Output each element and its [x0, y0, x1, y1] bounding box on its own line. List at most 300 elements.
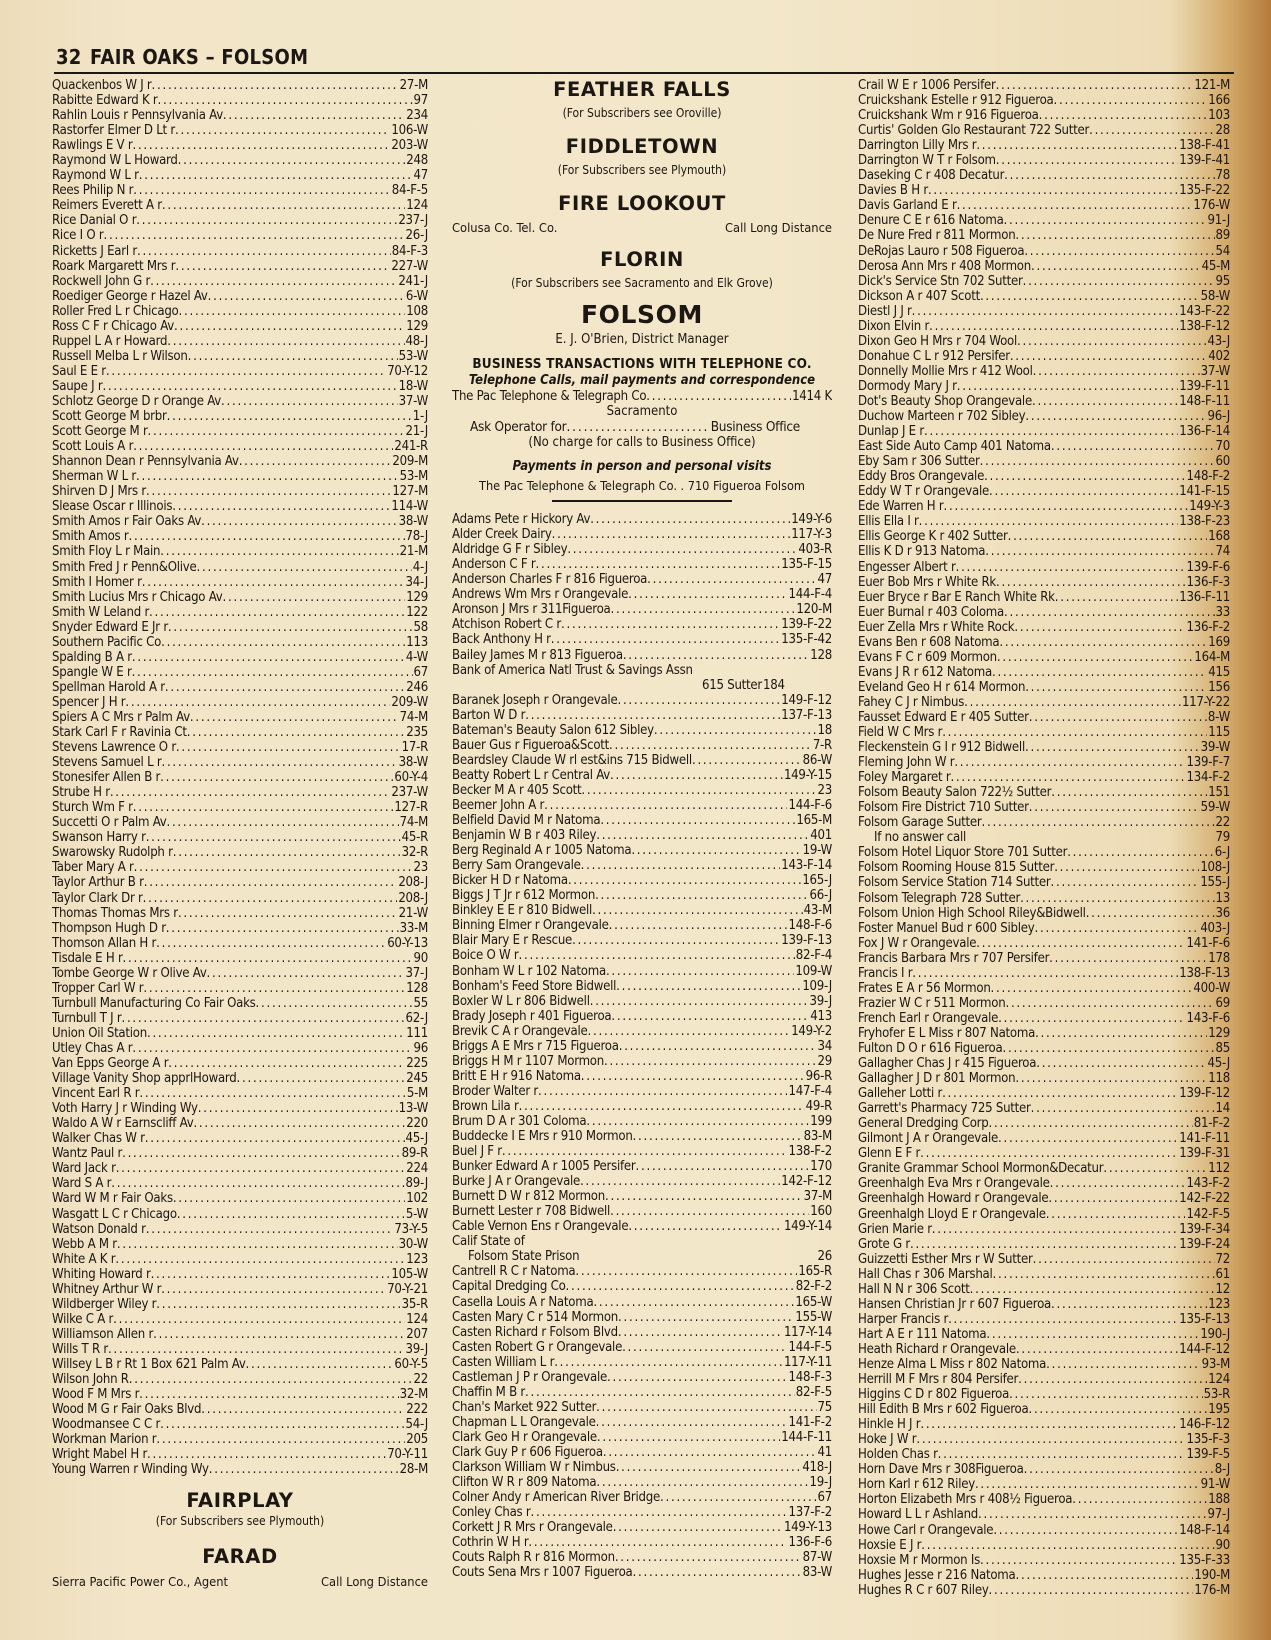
listing-entry: [452, 1445, 832, 1460]
listing-entry: [858, 364, 1230, 379]
listing-entry: [52, 560, 428, 575]
listing-entry: [52, 1252, 428, 1267]
listing-entry: [858, 228, 1230, 243]
listing-phone: 203-W: [391, 138, 428, 154]
listing-name: Gilmont J A r Orangevale: [858, 1131, 999, 1147]
listing-phone: 74-M: [399, 709, 428, 725]
listing-entry: [52, 680, 428, 695]
fire-lookout-call-note: Call Long Distance: [725, 221, 832, 236]
listing-entry: [52, 244, 428, 259]
listing-entry: [452, 602, 832, 617]
listing-name: Broder Walter r: [452, 1083, 538, 1099]
dot-leader: [147, 1447, 386, 1462]
listing-entry: [858, 274, 1230, 289]
dot-leader: [116, 1161, 406, 1176]
dot-leader: [993, 1267, 1215, 1282]
farad-agent: Sierra Pacific Power Co., Agent: [52, 1575, 229, 1591]
dot-leader: [197, 560, 412, 575]
listing-phone: 74-M: [399, 815, 428, 831]
dot-leader: [129, 1372, 413, 1387]
listing-phone: 87-W: [802, 1550, 832, 1566]
listing-name: Ellis Ella I r: [858, 514, 919, 530]
listing-entry: [858, 1553, 1230, 1568]
listing-phone: 28-M: [399, 1462, 428, 1478]
listing-phone: 43-J: [1207, 333, 1230, 349]
dot-leader: [1015, 1071, 1207, 1086]
listing-entry: [52, 695, 428, 710]
listing-name: Boice O W r: [452, 948, 519, 964]
listing-phone: 39-J: [809, 993, 832, 1009]
listing-phone: 235: [406, 725, 428, 741]
listing-entry: [858, 996, 1230, 1011]
listing-phone: 33-M: [399, 920, 428, 936]
listing-name: Thomson Allan H r: [52, 935, 157, 951]
listing-phone: 85: [1215, 1041, 1230, 1056]
dot-leader: [942, 1086, 1178, 1101]
listing-phone: 84-F-3: [391, 243, 428, 259]
listing-entry: [452, 1054, 832, 1069]
listing-phone: 112: [1208, 1161, 1230, 1177]
dot-leader: [173, 1191, 405, 1206]
listing-phone: 111: [406, 1025, 428, 1041]
listing-name: Williamson Allen r: [52, 1326, 154, 1342]
listing-entry: [52, 454, 428, 469]
listing-name: Brady Joseph r 401 Figueroa: [452, 1008, 612, 1024]
listing-phone: 21-M: [399, 544, 428, 560]
listing-entry: [52, 108, 428, 123]
dot-leader: [1034, 921, 1199, 936]
dot-leader: [1051, 439, 1215, 454]
listing-name: Hart A E r 111 Natoma: [858, 1326, 987, 1342]
dot-leader: [970, 1282, 1215, 1297]
listing-entry: [452, 617, 832, 632]
listing-phone: 82-F-2: [795, 1279, 832, 1295]
listing-entry: [452, 1249, 832, 1264]
dot-leader: [1031, 1101, 1215, 1116]
listing-name: Hughes R C r 607 Riley: [858, 1582, 989, 1598]
dot-leader: [173, 845, 401, 860]
dot-leader: [531, 1505, 788, 1520]
listing-phone: 75: [817, 1399, 832, 1415]
dot-leader: [554, 1355, 783, 1370]
listing-phone: 22: [413, 1372, 428, 1388]
dot-leader: [975, 1477, 1200, 1492]
listing-phone: 37-J: [405, 965, 428, 981]
listing-phone: 5-M: [406, 1086, 428, 1102]
listing-name: Smith Floy L r Main: [52, 544, 161, 560]
dot-leader: [996, 153, 1178, 168]
listing-name: Chaffin M B r: [452, 1384, 525, 1400]
listing-phone: 53-W: [398, 348, 428, 364]
listing-name: Webb A M r: [52, 1236, 117, 1252]
listing-entry: [858, 78, 1230, 93]
dot-leader: [561, 617, 780, 632]
dot-leader: [997, 650, 1193, 665]
listing-entry: [858, 1297, 1230, 1312]
dot-leader: [615, 1550, 802, 1565]
dot-leader: [964, 695, 1181, 710]
listing-phone: 120-M: [796, 602, 832, 618]
listing-phone: 195: [1208, 1402, 1230, 1418]
listing-phone: 118: [1208, 1071, 1230, 1087]
listing-entry: [452, 1340, 832, 1355]
listing-phone: 136-F-11: [1179, 589, 1230, 605]
dot-leader: [1054, 93, 1208, 108]
listing-name: Berg Reginald A r 1005 Natoma: [452, 843, 632, 859]
dot-leader: [617, 693, 780, 708]
listing-entry: [52, 1191, 428, 1206]
listing-phone: 138-F-23: [1179, 514, 1230, 530]
listing-phone: 403-J: [1200, 920, 1230, 936]
listing-phone: 35-R: [401, 1296, 428, 1312]
listing-entry: [52, 138, 428, 153]
dot-leader: [525, 708, 780, 723]
dot-leader: [122, 1146, 400, 1161]
dot-leader: [1051, 1297, 1207, 1312]
listing-phone: 121-M: [1194, 78, 1230, 93]
dot-leader: [246, 1357, 394, 1372]
listing-entry: [52, 996, 428, 1011]
listing-name: Thomas Thomas Mrs r: [52, 905, 178, 921]
listing-phone: 69: [1215, 995, 1230, 1011]
fairplay-note: (For Subscribers see Plymouth): [155, 1514, 325, 1529]
listing-phone: 413: [810, 1008, 832, 1024]
listing-entry: [858, 755, 1230, 770]
listing-phone: 59-W: [1200, 800, 1230, 816]
listing-entry: [452, 1310, 832, 1325]
listing-name: Brum D A r 301 Coloma: [452, 1113, 587, 1129]
page-number: 32: [56, 45, 82, 69]
listing-name: Vincent Earl R r: [52, 1086, 140, 1102]
listing-entry: [452, 1204, 832, 1219]
listing-name: Hughes Jesse r 216 Natoma: [858, 1567, 1016, 1583]
listing-phone: 32-R: [401, 845, 428, 861]
dot-leader: [168, 1056, 405, 1071]
dot-leader: [538, 1084, 787, 1099]
right-column: [858, 78, 1230, 1598]
listing-entry: [858, 289, 1230, 304]
dot-leader: [519, 948, 795, 963]
listing-entry: [452, 587, 832, 602]
listing-entry: [52, 891, 428, 906]
listing-entry: [858, 695, 1230, 710]
listing-name: Grote G r: [858, 1236, 910, 1252]
dot-leader: [190, 710, 399, 725]
listing-entry: [858, 439, 1230, 454]
listing-name: Berry Sam Orangevale: [452, 858, 581, 874]
listing-entry: [52, 1312, 428, 1327]
listing-phone: 138-F-41: [1179, 138, 1230, 154]
listing-phone: 89-J: [405, 1176, 428, 1192]
listing-phone: 128: [810, 647, 832, 663]
dot-leader: [1072, 1492, 1207, 1507]
listing-phone: 45-J: [405, 1131, 428, 1147]
listing-name: Darrington W T r Folsom: [858, 153, 996, 169]
fire-lookout-heading: FIRE LOOKOUT: [558, 192, 726, 215]
listing-phone: 19-J: [809, 1475, 832, 1491]
listing-entry: [452, 828, 832, 843]
dot-leader: [920, 1146, 1178, 1161]
listing-entry: [858, 1387, 1230, 1402]
listing-phone: 205: [406, 1432, 428, 1448]
listing-name: Taylor Arthur B r: [52, 875, 144, 891]
listing-entry: [52, 650, 428, 665]
listing-name: Hill Edith B Mrs r 602 Figueroa: [858, 1402, 1029, 1418]
listing-phone: 96: [413, 1041, 428, 1056]
listing-phone: 170: [810, 1159, 832, 1175]
listing-entry: [858, 936, 1230, 951]
listing-entry: [858, 1011, 1230, 1026]
listing-phone: 139-F-31: [1179, 1146, 1230, 1162]
listing-entry: [52, 93, 428, 108]
dot-leader: [150, 274, 397, 289]
listing-phone: 144-F-4: [788, 587, 832, 603]
listing-phone: 103: [1208, 108, 1230, 124]
listing-entry: [52, 1372, 428, 1387]
listing-entry: [452, 1565, 832, 1580]
listing-name: Diestl J J r: [858, 303, 912, 319]
listing-name: Harper Francis r: [858, 1311, 949, 1327]
dot-leader: [156, 1297, 400, 1312]
listing-name: Hall Chas r 306 Marshal: [858, 1266, 993, 1282]
listing-name: Bauer Gus r Figueroa&Scott: [452, 737, 610, 753]
listing-name: Bonham's Feed Store Bidwell: [452, 978, 617, 994]
listing-name: Ellis George K r 402 Sutter: [858, 529, 1008, 545]
dot-leader: [1020, 891, 1214, 906]
listing-phone: 19-W: [802, 843, 832, 859]
listing-phone: 139-F-12: [1179, 1086, 1230, 1102]
listing-entry: [452, 964, 832, 979]
dot-leader: [1035, 1026, 1207, 1041]
listing-name: Rice I O r: [52, 228, 104, 244]
listing-phone: 38-W: [398, 514, 428, 530]
listing-name: Davis Garland E r: [858, 198, 957, 214]
dot-leader: [223, 108, 405, 123]
listing-name: Briggs A E Mrs r 715 Figueroa: [452, 1038, 619, 1054]
listing-name: Saupe J r: [52, 378, 103, 394]
listing-entry: [452, 768, 832, 783]
listing-entry: [858, 981, 1230, 996]
listing-entry: [858, 1237, 1230, 1252]
listing-phone: 127-R: [394, 800, 428, 816]
listing-name: Baranek Joseph r Orangevale: [452, 692, 618, 708]
listing-entry: [858, 635, 1230, 650]
listing-name: Village Vanity Shop apprlHoward: [52, 1071, 237, 1087]
dot-leader: [133, 800, 394, 815]
listing-phone: 60-Y-13: [387, 935, 428, 951]
listing-phone: 160: [810, 1204, 832, 1220]
dot-leader: [942, 725, 1207, 740]
listing-entry: [858, 1267, 1230, 1282]
dot-leader: [161, 755, 397, 770]
listing-entry: [52, 499, 428, 514]
listing-entry: [52, 770, 428, 785]
listing-phone: 45-J: [1207, 1056, 1230, 1072]
listing-name: Ellis K D r 913 Natoma: [858, 544, 986, 560]
listing-phone: 106-W: [391, 123, 428, 139]
listing-phone: 138-F-12: [1179, 318, 1230, 334]
dot-leader: [162, 198, 405, 213]
listing-name: Binning Elmer r Orangevale: [452, 918, 609, 934]
dot-leader: [1023, 274, 1215, 289]
fiddletown-heading: FIDDLETOWN: [565, 135, 719, 158]
listing-entry: [52, 1387, 428, 1402]
listing-name: Folsom Hotel Liquor Store 701 Sutter: [858, 845, 1068, 861]
listing-phone: 91-W: [1200, 1477, 1230, 1493]
listing-phone: 96-J: [1207, 409, 1230, 425]
dot-leader: [623, 648, 809, 663]
dot-leader: [929, 319, 1178, 334]
listing-name: Burnett Lester r 708 Bidwell: [452, 1204, 611, 1220]
dot-leader: [144, 875, 398, 890]
listing-entry: [52, 1447, 428, 1462]
dot-leader: [991, 981, 1193, 996]
listing-phone: 135-F-22: [1179, 183, 1230, 199]
listing-name: Greenhalgh Lloyd E r Orangevale: [858, 1206, 1046, 1222]
listing-entry: [52, 319, 428, 334]
listing-entry: [52, 1402, 428, 1417]
dot-leader: [148, 424, 405, 439]
listing-entry: [52, 1011, 428, 1026]
listing-entry: [452, 648, 832, 663]
listing-phone: 144-F-6: [788, 797, 832, 813]
listing-name: Dot's Beauty Shop Orangevale: [858, 393, 1032, 409]
listing-name: Alder Creek Dairy: [452, 527, 552, 543]
fire-lookout-company: Colusa Co. Tel. Co.: [452, 221, 558, 236]
listing-phone: 82-F-4: [795, 948, 832, 964]
dot-leader: [957, 198, 1193, 213]
listing-name: Bonham W L r 102 Natoma: [452, 963, 606, 979]
listing-name: Turnbull T J r: [52, 1010, 122, 1026]
dot-leader: [980, 1553, 1178, 1568]
dot-leader: [115, 1252, 405, 1267]
listing-name: Beardsley Claude W rl est&ins 715 Bidwell: [452, 752, 692, 768]
listing-entry: [52, 213, 428, 228]
listing-phone: 73-Y-5: [394, 1221, 428, 1237]
listing-entry: [452, 572, 832, 587]
dot-leader: [1015, 228, 1214, 243]
listing-name: Euer Bob Mrs r White Rk: [858, 574, 996, 590]
listing-name: Couts Sena Mrs r 1007 Figueroa: [452, 1565, 633, 1581]
listing-name: Smith Lucius Mrs r Chicago Av: [52, 589, 223, 605]
listing-name: Beatty Robert L r Central Av: [452, 767, 610, 783]
dot-leader: [201, 514, 398, 529]
listing-entry: [452, 1039, 832, 1054]
listing-phone: 67: [413, 664, 428, 680]
dot-leader: [1025, 409, 1206, 424]
dot-leader: [160, 1417, 404, 1432]
dot-leader: [132, 665, 413, 680]
dot-leader: [519, 1099, 805, 1114]
payments-heading: Payments in person and personal visits: [512, 459, 772, 475]
dot-leader: [167, 409, 412, 424]
florin-heading: FLORIN: [600, 248, 684, 271]
listing-phone: 72: [1215, 1251, 1230, 1267]
dot-leader: [993, 1523, 1178, 1538]
listing-name: Smith Amos r: [52, 529, 129, 545]
listing-name: Swanson Harry r: [52, 830, 146, 846]
listing-name: Tombe George W r Olive Av: [52, 965, 207, 981]
dot-leader: [580, 1174, 780, 1189]
dot-leader: [168, 620, 413, 635]
dot-leader: [604, 1054, 817, 1069]
listing-name: Rockwell John G r: [52, 273, 151, 289]
listing-name: Cruickshank Wm r 916 Figueroa: [858, 108, 1039, 124]
listing-name: Scott George M brbr: [52, 409, 167, 425]
listing-phone: 124: [406, 198, 428, 214]
dot-leader: [145, 1131, 405, 1146]
listing-name: Wilson John R: [52, 1372, 129, 1388]
dot-leader: [948, 1312, 1178, 1327]
listing-phone: 129: [1208, 1025, 1230, 1041]
listing-phone: 237-W: [391, 785, 428, 801]
listing-name: Folsom Union High School Riley&Bidwell: [858, 905, 1086, 921]
listing-phone: 220: [406, 1116, 428, 1132]
dot-leader: [944, 499, 1189, 514]
listing-entry: [452, 1024, 832, 1039]
listing-phone: 53-R: [1203, 1387, 1230, 1403]
listing-entry: [452, 918, 832, 933]
listing-name: Glenn E F r: [858, 1146, 921, 1162]
dot-leader: [596, 1415, 788, 1430]
dot-leader: [201, 1402, 405, 1417]
listing-phone: 415: [1208, 664, 1230, 680]
listing-name: Daseking C r 408 Decatur: [858, 168, 1005, 184]
listing-phone: 151: [1208, 785, 1230, 801]
business-transactions-heading: BUSINESS TRANSACTIONS WITH TELEPHONE CO.: [472, 356, 812, 372]
listing-phone: 190-J: [1200, 1326, 1230, 1342]
listing-entry: [452, 723, 832, 738]
listing-phone: 22: [1215, 815, 1230, 831]
dot-leader: [104, 228, 405, 243]
dot-leader: [1049, 951, 1207, 966]
listing-phone: 4-W: [405, 649, 428, 665]
listing-phone: 70: [1215, 439, 1230, 455]
listing-entry: [858, 620, 1230, 635]
listing-phone: 137-F-2: [788, 1505, 832, 1521]
listing-entry: [452, 1355, 832, 1370]
listing-name: Spangle W E r: [52, 664, 132, 680]
listing-phone: 17-R: [401, 740, 428, 756]
listing-entry: [52, 424, 428, 439]
listing-name: Van Epps George A r: [52, 1056, 169, 1072]
listing-name: Rahlin Louis r Pennsylvania Av: [52, 108, 223, 124]
listing-phone: 400-W: [1193, 980, 1230, 996]
dot-leader: [111, 1176, 404, 1191]
listing-entry: [52, 514, 428, 529]
listing-entry: [452, 1550, 832, 1565]
listing-entry: [858, 725, 1230, 740]
dot-leader: [980, 289, 1200, 304]
listing-phone: 143-F-22: [1179, 303, 1230, 319]
listing-phone: 30-W: [398, 1236, 428, 1252]
dot-leader: [616, 979, 801, 994]
listing-phone: 89-R: [401, 1146, 428, 1162]
listing-entry: [858, 875, 1230, 890]
listing-entry: [452, 1505, 832, 1520]
listing-entry: [52, 906, 428, 921]
listing-phone: 149-F-12: [781, 692, 832, 708]
dot-leader: [152, 78, 399, 93]
listing-entry: [452, 1460, 832, 1475]
listing-phone: 6-J: [1214, 845, 1230, 861]
dot-leader: [1048, 1191, 1178, 1206]
listing-phone: 241-R: [394, 439, 428, 455]
listing-phone: 149-Y-3: [1189, 499, 1230, 515]
listing-entry: [52, 860, 428, 875]
listing-entry: [858, 1417, 1230, 1432]
listing-name: Thompson Hugh D r: [52, 920, 166, 936]
